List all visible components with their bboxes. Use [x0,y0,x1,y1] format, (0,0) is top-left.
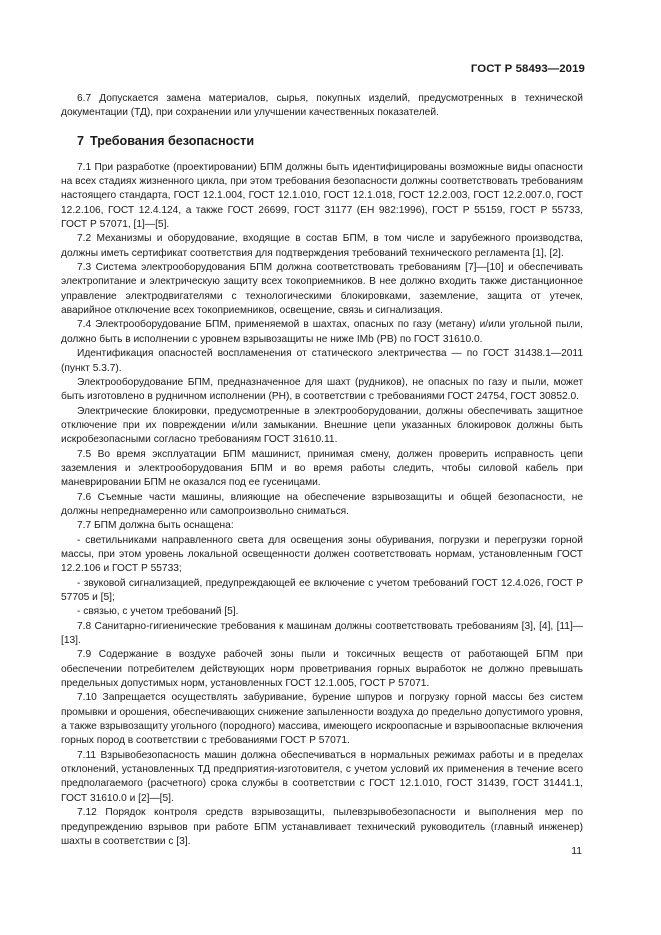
paragraph-7-5: 7.5 Во время эксплуатации БПМ машинист, принимая смену, должен проверить исправность цепи заземления и электрооборудования БПМ и во время работы следить, чтобы силовой кабель при маневрировании БПМ не оказался под ее гусеницами. [61,448,583,489]
list-item-sound-signal: - звуковой сигнализацией, предупреждающей ее включение с учетом требований ГОСТ 12.4.026, ГОСТ Р 57705 и [5]; [61,577,583,603]
paragraph-7-8: 7.8 Санитарно-гигиенические требования к машинам должны соответствовать требованиям [3], [4], [11]—[13]. [61,620,583,647]
paragraph-7-4-mine-equipment: Электрооборудование БПМ, предназначенное для шахт (рудников), не опасных по газу и пыли, может быть изготовлено в рудничном исполнении (РН), в соответствии с требованиями ГОСТ 24754, ГОСТ 30852.0. [61,376,583,403]
paragraph-7-4-interlocks: Электрические блокировки, предусмотренные в электрооборудовании, должны обеспечивать защитное отключение при их повреждении и/или замыкании. Внешние цепи указанных блокировок должны быть искробезопасными согласно требованиям ГОСТ 31610.11. [61,405,583,446]
paragraph-7-10: 7.10 Запрещается осуществлять забуривание, бурение шпуров и погрузку горной массы без систем промывки и орошения, обеспечивающих снижение запыленности воздуха до предельно допустимого уровня, а также взрывозащиту угольного (породного) массива, имеющего искроопасные и взрывоопасные включения горных пород в соответствии с требованиями ГОСТ Р 57071. [61,692,583,747]
paragraph-7-4-identification: Идентификация опасностей воспламенения от статического электричества — по ГОСТ 31438.1—2011 (пункт 5.3.7). [61,348,583,374]
list-item-lights: - светильниками направленного света для освещения зоны обуривания, погрузки и перегрузки горной массы, при этом уровень локальной освещенности должен соответствовать нормам, установленным ГОСТ 12.2.106 и ГОСТ Р 55733; [61,534,583,575]
section-heading [61,133,583,149]
paragraph-7-7: 7.7 БПМ должна быть оснащена: [77,520,234,532]
document-code-header: ГОСТ Р 58493—2019 [470,63,585,75]
paragraph-7-11: 7.11 Взрывобезопасность машин должна обеспечиваться в нормальных режимах работы и в пределах отклонений, установленных ТД предприятия-изготовителя, с учетом условий их применения в течение всего предполагаемого (расчетного) срока службы в соответствии с ГОСТ 12.1.010, ГОСТ 31439, ГОСТ 31441.1, ГОСТ 31610.0 и [2]—[5]. [61,749,583,804]
list-item-communication: - связью, с учетом требований [5]. [77,606,239,618]
paragraph-6-7: 6.7 Допускается замена материалов, сырья, покупных изделий, предусмотренных в технической документации (ТД), при сохранении или улучшении качественных показателей. [61,93,583,119]
paragraph-7-4: 7.4 Электрооборудование БПМ, применяемой в шахтах, опасных по газу (метану) и/или угольной пыли, должно быть в исполнении с уровнем взрывозащиты не ниже IMb (РВ) по ГОСТ 31610.0. [61,319,583,345]
paragraph-7-12: 7.12 Порядок контроля средств взрывозащиты, пылевзрывобезопасности и выполнения мер по предупреждению взрывов при работе БПМ устанавливает технический руководитель (главный инженер) шахты в соответствии с [3]. [61,807,583,847]
document-body [61,92,583,849]
section-number: 7 [77,133,85,148]
paragraph-7-6: 7.6 Съемные части машины, влияющие на обеспечение взрывозащиты и общей безопасности, не должны непреднамеренно или самопроизвольно сниматься. [61,491,583,517]
section-title: Требования безопасности [90,133,255,148]
paragraph-7-1: 7.1 При разработке (проектировании) БПМ должны быть идентифицированы возможные виды опасности на всех стадиях жизненного цикла, при этом требования безопасности должны соответствовать требованиям настоящего стандарта, ГОСТ 12.1.004, ГОСТ 12.1.010, ГОСТ 12.1.018, ГОСТ 12.2.003, ГОСТ 12.2.007.0, ГОСТ 12.2.106, ГОСТ 12.4.124, а также ГОСТ 26699, ГОСТ 31177 (ЕН 982:1996), ГОСТ Р 55159, ГОСТ Р 55733, ГОСТ Р 57071, [1]—[5]. [61,161,583,231]
paragraph-7-3: 7.3 Система электрооборудования БПМ должна соответствовать требованиям [7]—[10] и обеспечивать электропитание и электрическую защиту всех токоприемников. В нее должно входить также дистанционное управление электродвигателями с технологическими блокировками, заземление, защита от утечек, аварийное отключение всех токоприемников, освещение, связь и сигнализация. [61,262,583,317]
paragraph-7-2: 7.2 Механизмы и оборудование, входящие в состав БПМ, в том числе и зарубежного производства, должны иметь сертификат соответствия для подтверждения требований технического регламента [1], [2]. [61,233,583,259]
page-number: 11 [571,846,582,857]
paragraph-7-9: 7.9 Содержание в воздухе рабочей зоны пыли и токсичных веществ от работающей БПМ при обеспечении потребителем действующих норм проветривания горных выработок не должно превышать предельных допустимых норм, установленных ГОСТ 12.1.005, ГОСТ Р 57071. [61,649,583,690]
